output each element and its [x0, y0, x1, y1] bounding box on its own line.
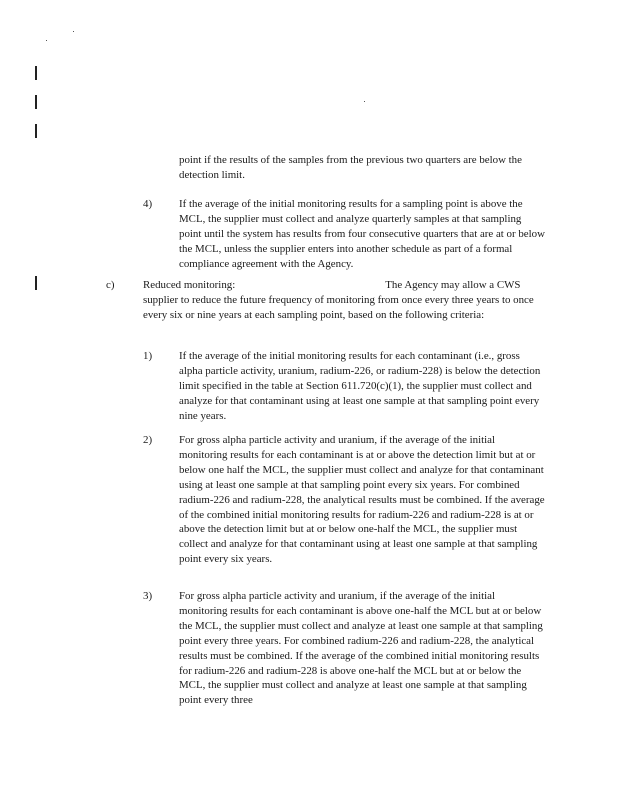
- scan-speck: [73, 31, 74, 32]
- section-c-heading: Reduced monitoring:: [143, 279, 236, 291]
- criterion-3-paragraph: For gross alpha particle activity and uranium, if the average of the initial monitoring results for each contaminant is above one-half the MCL but at or below the MCL, the supplier must collect and analyze at least one sample at that sampling point every three years. For combined radium-226 and radium-228, the analytical results must be combined. If the average of the combined initial monitoring results for radium-226 and radium-228 is above one-half the MCL but at or below the MCL, the supplier must collect and analyze at least one sample at that sampling point every three: [179, 590, 543, 707]
- revision-change-bar: [35, 66, 37, 80]
- item-4-paragraph: If the average of the initial monitoring results for a sampling point is above the MCL, the supplier must collect and analyze quarterly samples at that sampling point until the system has results from four consecutive quarters that are at or below the MCL, unless the supplier enters into another schedule as part of a formal compliance agreement with the Agency.: [179, 198, 545, 270]
- section-c-text: CWS supplier to reduce the future frequency of monitoring from once every three years to once every six or nine years at each sampling point, based on the following criteria:: [143, 279, 534, 321]
- criterion-2-paragraph: For gross alpha particle activity and uranium, if the average of the initial monitoring results for each contaminant is at or above the detection limit but at or below one half the MCL, the supplier must collect and analyze for that contaminant using at least one sample at that sampling point every six years. For combined radium-226 and radium-228, the analytical results must be combined. If the average of the combined initial monitoring results for radium-226 and radium-228 is at or above the detection limit but at or below one-half the MCL, the supplier must collect and analyze for that contaminant using at least one sample at that sampling point every six years.: [179, 434, 545, 566]
- criterion-1-paragraph: If the average of the initial monitoring results for each contaminant (i.e., gross alpha particle activity, uranium, radium-226, or radium-228) is below the detection limit specified in the table at Section 611.720(c)(1), the supplier must collect and analyze for that contaminant using at least one sample at that sampling point every nine years.: [179, 350, 541, 422]
- revision-change-bar: [35, 276, 37, 290]
- criterion-2-label: 2): [143, 434, 153, 446]
- section-c-label: c): [106, 279, 115, 291]
- item-4-label: 4): [143, 198, 153, 210]
- revision-change-bar: [35, 124, 37, 138]
- criterion-3-label: 3): [143, 590, 153, 602]
- criterion-1-label: 1): [143, 350, 153, 362]
- continuation-paragraph: point if the results of the samples from the previous two quarters are below the detection limit.: [179, 154, 522, 181]
- section-c-text-after-gap: The Agency may allow a: [385, 279, 495, 291]
- revision-change-bar: [35, 95, 37, 109]
- scan-speck: [46, 40, 47, 41]
- section-c-paragraph: [143, 278, 545, 323]
- scan-speck: [364, 101, 365, 102]
